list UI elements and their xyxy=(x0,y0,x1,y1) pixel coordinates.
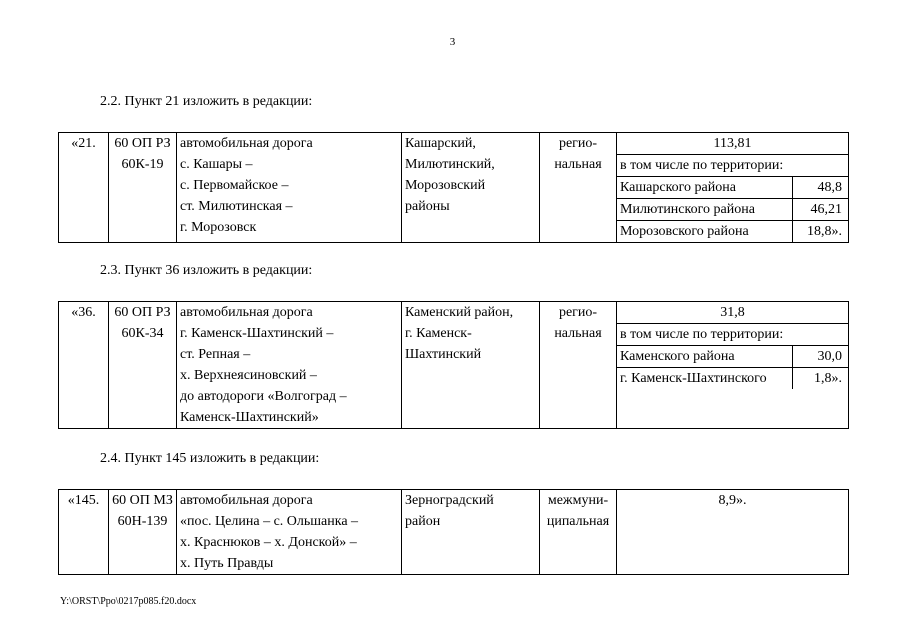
length-cell xyxy=(617,302,849,429)
road-description: автомобильная дорога «пос. Целина – с. Ольшанка – х. Краснюков – х. Донской» – х. Путь Правды xyxy=(177,490,402,575)
breakdown-area: Кашарского района xyxy=(617,177,792,199)
road-table xyxy=(58,301,849,429)
breakdown-value: 46,21 xyxy=(792,199,848,221)
length-total: 8,9». xyxy=(718,493,747,508)
breakdown-area: Милютинского района xyxy=(617,199,792,221)
road-code: 60 ОП РЗ 60К-19 xyxy=(109,133,177,243)
breakdown-value: 48,8 xyxy=(792,177,848,199)
table-row xyxy=(59,302,849,429)
significance: регио- нальная xyxy=(540,133,617,243)
length-total: 113,81 xyxy=(713,136,752,151)
item-number: «36. xyxy=(59,302,109,429)
breakdown-value: 30,0 xyxy=(792,346,848,368)
file-path-footer: Y:\ORST\Ppo\0217p085.f20.docx xyxy=(60,596,197,607)
road-description: автомобильная дорога г. Каменск-Шахтинский – ст. Репная – х. Верхнеясиновский – до автодороги «Волгоград – Каменск-Шахтинский» xyxy=(177,302,402,429)
districts: Зерноградский район xyxy=(402,490,540,575)
breakdown-area: г. Каменск-Шахтинского xyxy=(617,368,792,390)
districts: Каменский район, г. Каменск- Шахтинский xyxy=(402,302,540,429)
item-number: «21. xyxy=(59,133,109,243)
road-table xyxy=(58,132,849,243)
breakdown-area: Морозовского района xyxy=(617,221,792,243)
breakdown-area: Каменского района xyxy=(617,346,792,368)
significance: межмуни- ципальная xyxy=(540,490,617,575)
length-total: 31,8 xyxy=(720,305,745,320)
section-heading: 2.3. Пункт 36 изложить в редакции: xyxy=(100,263,313,278)
districts: Кашарский, Милютинский, Морозовский районы xyxy=(402,133,540,243)
length-cell xyxy=(617,133,849,243)
section-heading: 2.4. Пункт 145 изложить в редакции: xyxy=(100,451,320,466)
territory-label: в том числе по территории: xyxy=(617,324,848,346)
significance: регио- нальная xyxy=(540,302,617,429)
road-code: 60 ОП МЗ 60Н-139 xyxy=(109,490,177,575)
section-heading: 2.2. Пункт 21 изложить в редакции: xyxy=(100,94,313,109)
table-row xyxy=(59,133,849,243)
territory-label: в том числе по территории: xyxy=(617,155,848,177)
length-cell xyxy=(617,490,849,575)
road-description: автомобильная дорога с. Кашары – с. Первомайское – ст. Милютинская – г. Морозовск xyxy=(177,133,402,243)
road-code: 60 ОП РЗ 60К-34 xyxy=(109,302,177,429)
breakdown-value: 1,8». xyxy=(792,368,848,390)
page-number: 3 xyxy=(449,36,456,48)
item-number: «145. xyxy=(59,490,109,575)
table-row xyxy=(59,490,849,575)
road-table xyxy=(58,489,849,575)
breakdown-value: 18,8». xyxy=(792,221,848,243)
